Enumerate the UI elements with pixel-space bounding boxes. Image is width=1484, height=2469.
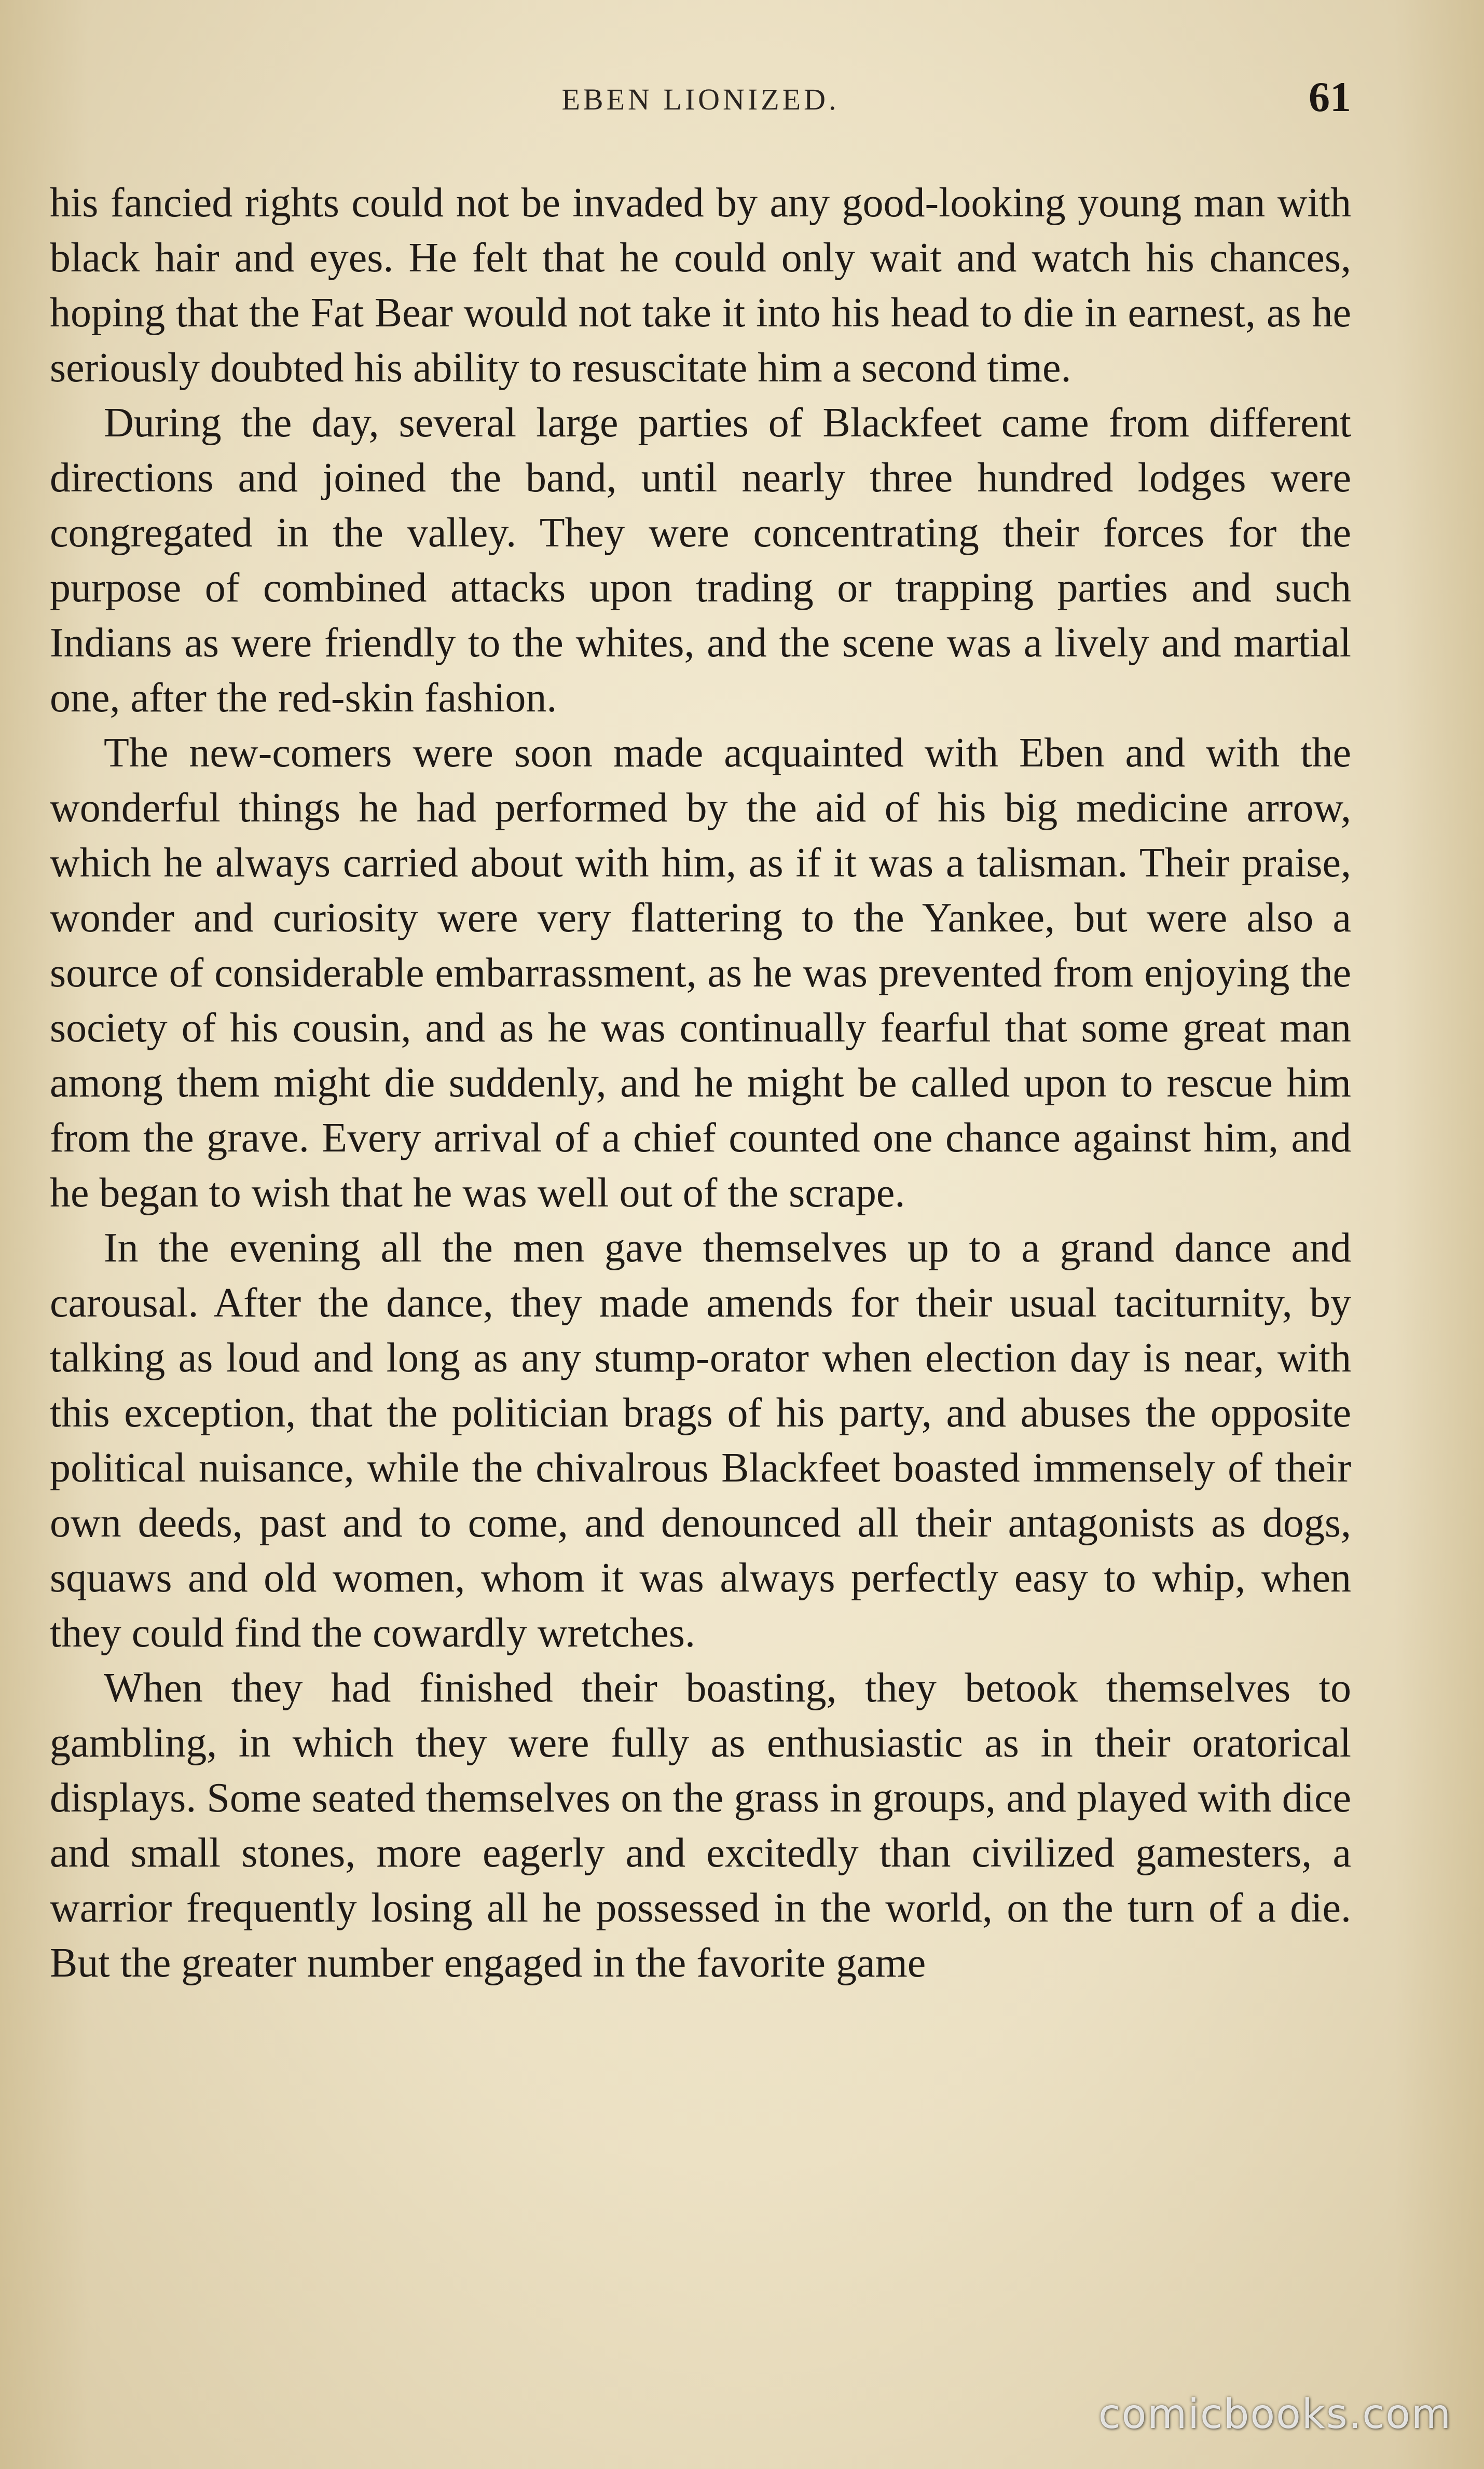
running-title: EBEN LIONIZED.	[561, 83, 840, 116]
running-head	[50, 73, 1351, 130]
watermark: comicbooks.com	[1098, 2391, 1452, 2438]
paragraph-4: In the evening all the men gave themselves up to a grand dance and carousal. After the dance, they made amends for their usual taciturnity, by talking as loud and long as any stump-orator when election day is near, with this exception, that the politician brags of his party, and abuses the opposite political nuisance, while the chivalrous Blackfeet boasted immensely of their own deeds, past and to come, and denounced all their antagonists as dogs, squaws and old women, whom it was always perfectly easy to whip, when they could find the cowardly wretches.	[50, 1225, 1351, 1656]
paragraph-5: When they had finished their boasting, they betook themselves to gambling, in which they were fully as enthusiastic as in their oratorical displays. Some seated themselves on the grass in groups, and played with dice and small stones, more eagerly and excitedly than civilized gamesters, a warrior frequently losing all he possessed in the world, on the turn of a die. But the greater number engaged in the favorite game	[50, 1665, 1351, 1986]
body-text	[50, 175, 1351, 1991]
paragraph-1: his fancied rights could not be invaded by any good-looking young man with black hair and eyes. He felt that he could only wait and watch his chances, hoping that the Fat Bear would not take it into his head to die in earnest, as he seriously doubted his ability to resuscitate him a second time.	[50, 180, 1351, 391]
paragraph-3: The new-comers were soon made acquainted with Eben and with the wonderful things he had performed by the aid of his big medicine arrow, which he always carried about with him, as if it was a talisman. Their praise, wonder and curiosity were very flattering to the Yankee, but were also a source of considerable embarrassment, as he was prevented from enjoying the society of his cousin, and as he was continually fearful that some great man among them might die suddenly, and he might be called upon to rescue him from the grave. Every arrival of a chief counted one chance against him, and he began to wish that he was well out of the scrape.	[50, 730, 1351, 1216]
paragraph-2: During the day, several large parties of Blackfeet came from different directions and joined the band, until nearly three hundred lodges were congregated in the valley. They were concentrating their forces for the purpose of combined attacks upon trading or trapping parties and such Indians as were friendly to the whites, and the scene was a lively and martial one, after the red-skin fashion.	[50, 400, 1351, 721]
page-number: 61	[1309, 73, 1351, 120]
